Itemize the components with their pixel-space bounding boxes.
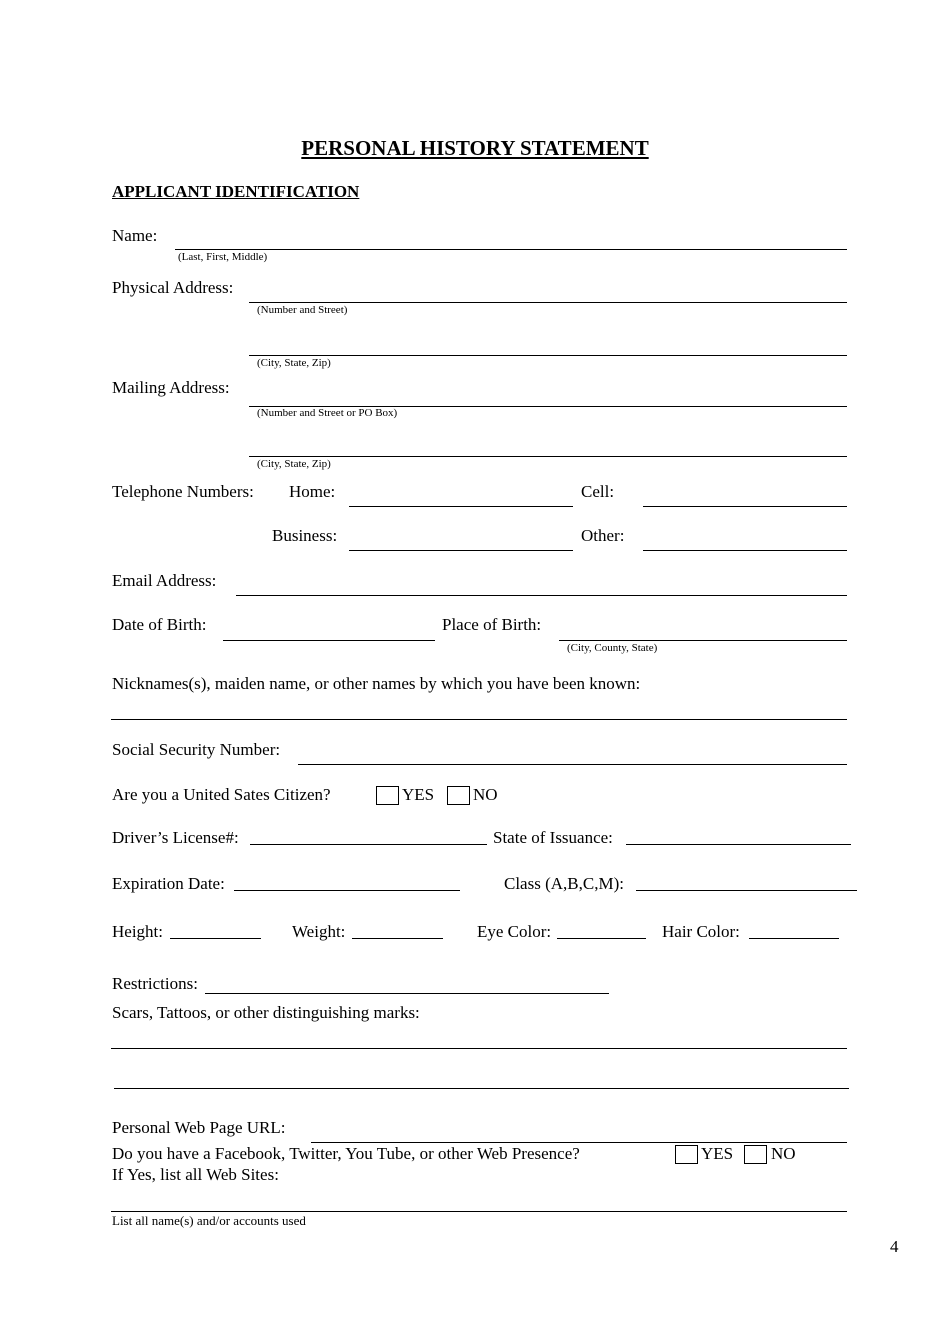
class-field[interactable]	[636, 890, 857, 891]
home-phone-field[interactable]	[349, 506, 573, 507]
state-of-issuance-field[interactable]	[626, 844, 851, 845]
eye-color-field[interactable]	[557, 938, 646, 939]
cell-phone-field[interactable]	[643, 506, 847, 507]
nicknames-field[interactable]	[111, 719, 847, 720]
citizen-yes-checkbox[interactable]	[376, 786, 399, 805]
page-number: 4	[890, 1237, 899, 1256]
physical-address-label: Physical Address:	[112, 278, 234, 297]
citizen-yes-label: YES	[402, 785, 435, 804]
home-phone-label: Home:	[289, 482, 336, 501]
expiration-date-field[interactable]	[234, 890, 460, 891]
other-phone-label: Other:	[581, 526, 625, 545]
weight-field[interactable]	[352, 938, 443, 939]
scars-label: Scars, Tattoos, or other distinguishing marks:	[112, 1003, 420, 1022]
citizen-no-label: NO	[473, 785, 498, 804]
pob-label: Place of Birth:	[442, 615, 542, 634]
physical-street-field[interactable]	[249, 302, 847, 303]
web-presence-yes-label: YES	[701, 1144, 734, 1163]
drivers-license-label: Driver’s License#:	[112, 828, 239, 847]
mailing-city-hint: (City, State, Zip)	[257, 458, 331, 470]
class-label: Class (A,B,C,M):	[504, 874, 624, 893]
ssn-label: Social Security Number:	[112, 740, 281, 759]
eye-color-label: Eye Color:	[477, 922, 552, 941]
hair-color-label: Hair Color:	[662, 922, 740, 941]
web-presence-yes-checkbox[interactable]	[675, 1145, 698, 1164]
email-label: Email Address:	[112, 571, 217, 590]
other-phone-field[interactable]	[643, 550, 847, 551]
citizen-no-checkbox[interactable]	[447, 786, 470, 805]
web-presence-label: Do you have a Facebook, Twitter, You Tube, or other Web Presence?	[112, 1144, 580, 1163]
mailing-city-field[interactable]	[249, 456, 847, 457]
pob-field[interactable]	[559, 640, 847, 641]
name-field[interactable]	[175, 249, 847, 250]
web-url-label: Personal Web Page URL:	[112, 1118, 286, 1137]
physical-city-hint: (City, State, Zip)	[257, 357, 331, 369]
mailing-address-label: Mailing Address:	[112, 378, 230, 397]
telephone-label: Telephone Numbers:	[112, 482, 254, 501]
web-presence-no-label: NO	[771, 1144, 796, 1163]
scars-field-line-1[interactable]	[111, 1048, 847, 1049]
dob-field[interactable]	[223, 640, 435, 641]
list-sites-label: If Yes, list all Web Sites:	[112, 1165, 279, 1184]
section-heading: APPLICANT IDENTIFICATION	[112, 182, 360, 201]
name-label: Name:	[112, 226, 158, 245]
mailing-street-hint: (Number and Street or PO Box)	[257, 407, 398, 419]
height-label: Height:	[112, 922, 163, 941]
restrictions-label: Restrictions:	[112, 974, 198, 993]
web-url-field[interactable]	[311, 1142, 847, 1143]
name-hint: (Last, First, Middle)	[178, 251, 268, 263]
citizen-label: Are you a United Sates Citizen?	[112, 785, 331, 804]
physical-street-hint: (Number and Street)	[257, 304, 348, 316]
pob-hint: (City, County, State)	[567, 642, 658, 654]
scars-field-line-2[interactable]	[114, 1088, 849, 1089]
ssn-field[interactable]	[298, 764, 847, 765]
height-field[interactable]	[170, 938, 261, 939]
nicknames-label: Nicknames(s), maiden name, or other names by which you have been known:	[112, 674, 641, 693]
state-of-issuance-label: State of Issuance:	[493, 828, 613, 847]
email-field[interactable]	[236, 595, 847, 596]
web-presence-no-checkbox[interactable]	[744, 1145, 767, 1164]
dob-label: Date of Birth:	[112, 615, 207, 634]
drivers-license-field[interactable]	[250, 844, 487, 845]
page-title: PERSONAL HISTORY STATEMENT	[301, 136, 649, 160]
business-phone-field[interactable]	[349, 550, 573, 551]
web-sites-field[interactable]	[111, 1211, 847, 1212]
restrictions-field[interactable]	[205, 993, 609, 994]
business-phone-label: Business:	[272, 526, 338, 545]
weight-label: Weight:	[292, 922, 346, 941]
cell-phone-label: Cell:	[581, 482, 615, 501]
list-accounts-hint: List all name(s) and/or accounts used	[112, 1213, 306, 1228]
expiration-date-label: Expiration Date:	[112, 874, 225, 893]
hair-color-field[interactable]	[749, 938, 839, 939]
physical-city-field[interactable]	[249, 355, 847, 356]
